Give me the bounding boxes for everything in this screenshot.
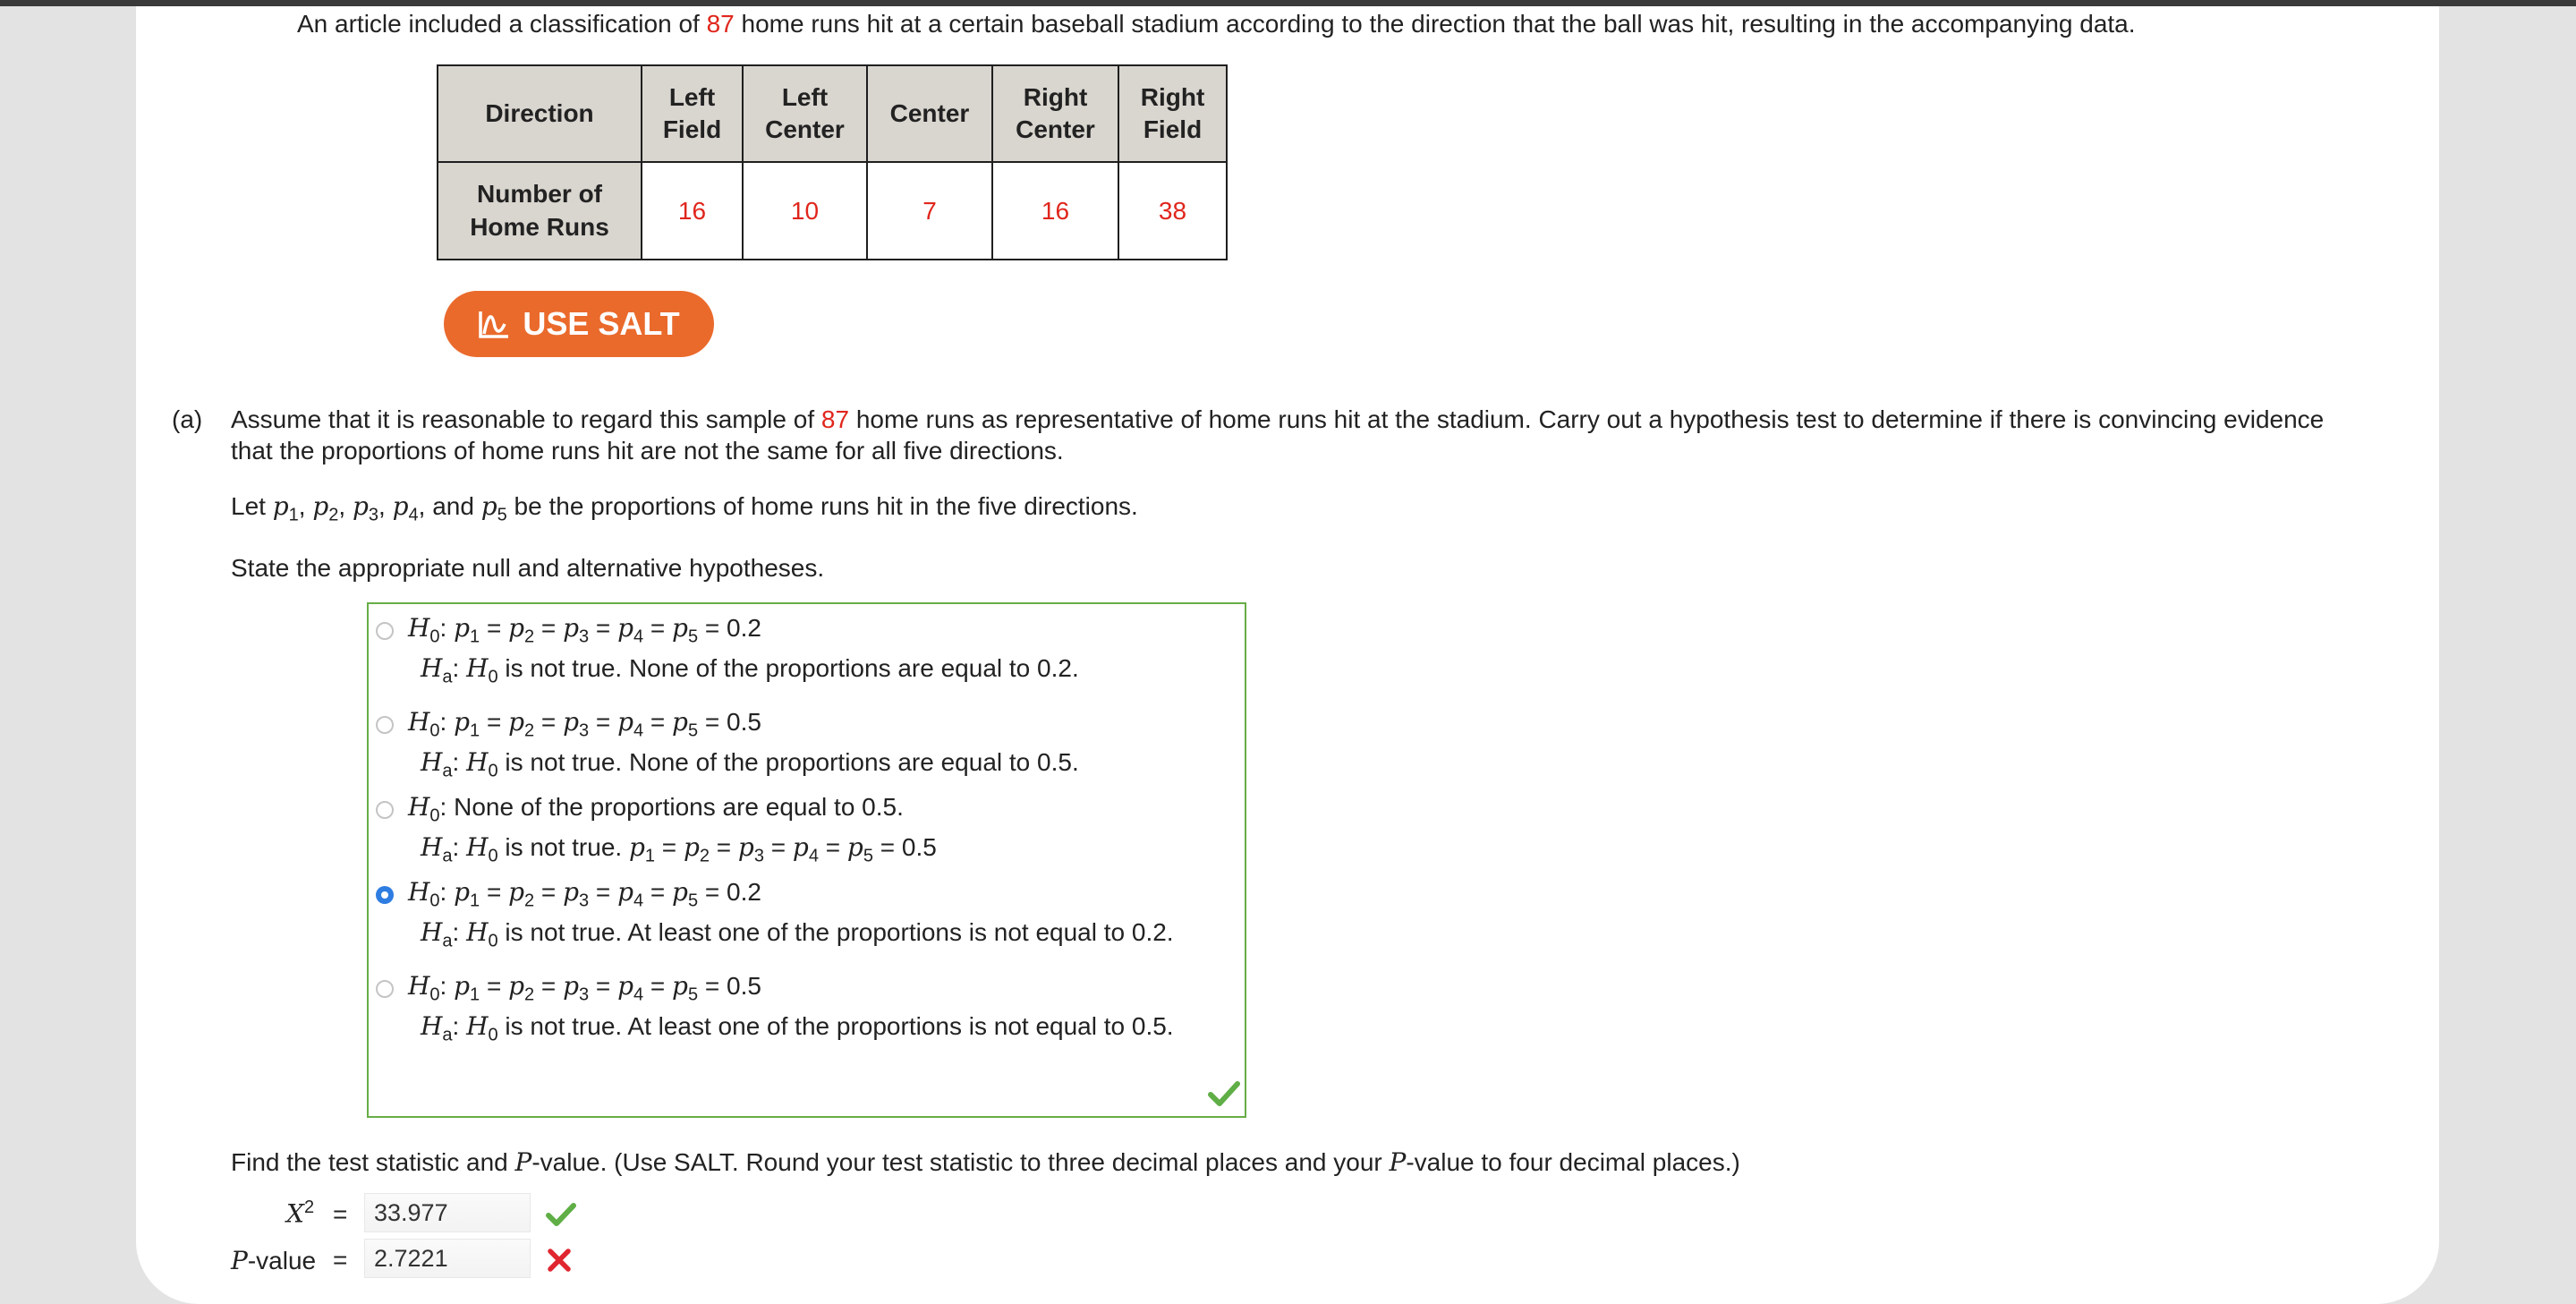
intro-text: An article included a classification of 87 home runs hit at a certain baseball stadium according to the direction that the ball was hit, resulting in the accompanying data. (297, 10, 2136, 38)
count-center: 7 (867, 162, 992, 260)
p-value-incorrect-x-icon (546, 1247, 573, 1274)
option-3-h0: $H_0$: None of the proportions are equal to 0.5. (408, 792, 904, 826)
chi-square-label: $X^2$ (286, 1197, 315, 1229)
chi-square-correct-check-icon (546, 1202, 576, 1227)
radio-option-1[interactable] (376, 622, 394, 640)
state-prompt: State the appropriate null and alternative hypotheses. (231, 554, 825, 582)
top-bar (0, 0, 2576, 6)
dir-left-field: Left Field (642, 65, 743, 162)
p-value-label: P-value (231, 1246, 317, 1275)
salt-chart-icon (478, 309, 510, 339)
use-salt-label: USE SALT (523, 305, 680, 342)
radio-option-4-selected[interactable] (376, 886, 394, 904)
question-panel (136, 6, 2439, 1304)
radio-option-2[interactable] (376, 716, 394, 734)
use-salt-button[interactable] (444, 291, 714, 357)
dir-right-field: Right Field (1118, 65, 1227, 162)
let-statement: Let $p_1$, $p_2$, $p_3$, $p_4$, and $p_5$ be the proportions of home runs hit in the five directions. (231, 491, 1138, 525)
option-5-ha: $H_a$: $H_0$ is not true. At least one of the proportions is not equal to 0.5. (421, 1011, 1174, 1045)
count-right-field: 38 (1118, 162, 1227, 260)
option-2-h0: $H_0$: $p_1 = p_2 = p_3 = p_4 = p_5 = 0.5$ (408, 707, 761, 741)
find-prompt: Find the test statistic and P-value. (Use SALT. Round your test statistic to three decimal places and your P-value to four decimal places.) (231, 1147, 1740, 1177)
hypotheses-correct-check-icon (1208, 1080, 1240, 1107)
count-right-center: 16 (992, 162, 1118, 260)
option-1-h0: $H_0$: $p_1 = p_2 = p_3 = p_4 = p_5 = 0.2$ (408, 613, 761, 647)
p-value-input[interactable]: 2.7221 (364, 1239, 531, 1278)
count-left-center: 10 (743, 162, 867, 260)
dir-center: Center (867, 65, 992, 162)
direction-header: Direction (438, 65, 642, 162)
part-a-text-line1: Assume that it is reasonable to regard this sample of 87 home runs as representative of home runs hit at the stadium. Carry out a hypothesis test to determine if there is convincing evidence (231, 405, 2325, 433)
option-2-ha: $H_a$: $H_0$ is not true. None of the proportions are equal to 0.5. (421, 747, 1079, 781)
home-runs-table (437, 64, 1228, 260)
option-4-ha: $H_a$: $H_0$ is not true. At least one of the proportions is not equal to 0.2. (421, 917, 1174, 951)
option-3-ha: $H_a$: $H_0$ is not true. $p_1 = p_2 = p_3 = p_4 = p_5 = 0.5$ (421, 832, 937, 866)
option-4-h0: $H_0$: $p_1 = p_2 = p_3 = p_4 = p_5 = 0.2$ (408, 877, 761, 911)
part-a-text-line2: that the proportions of home runs hit are not the same for all five directions. (231, 437, 1064, 464)
dir-left-center: Left Center (743, 65, 867, 162)
part-a-label: (a) (172, 405, 203, 433)
option-5-h0: $H_0$: $p_1 = p_2 = p_3 = p_4 = p_5 = 0.5$ (408, 971, 761, 1005)
chi-equals: = (333, 1200, 348, 1228)
count-left-field: 16 (642, 162, 743, 260)
chi-square-input[interactable]: 33.977 (364, 1193, 531, 1232)
sample-size: 87 (706, 10, 735, 38)
radio-option-5[interactable] (376, 980, 394, 998)
p-equals: = (333, 1246, 348, 1274)
count-header: Number of Home Runs (438, 162, 642, 260)
dir-right-center: Right Center (992, 65, 1118, 162)
hypotheses-options (367, 602, 1246, 1118)
option-1-ha: $H_a$: $H_0$ is not true. None of the proportions are equal to 0.2. (421, 653, 1079, 687)
radio-option-3[interactable] (376, 801, 394, 819)
